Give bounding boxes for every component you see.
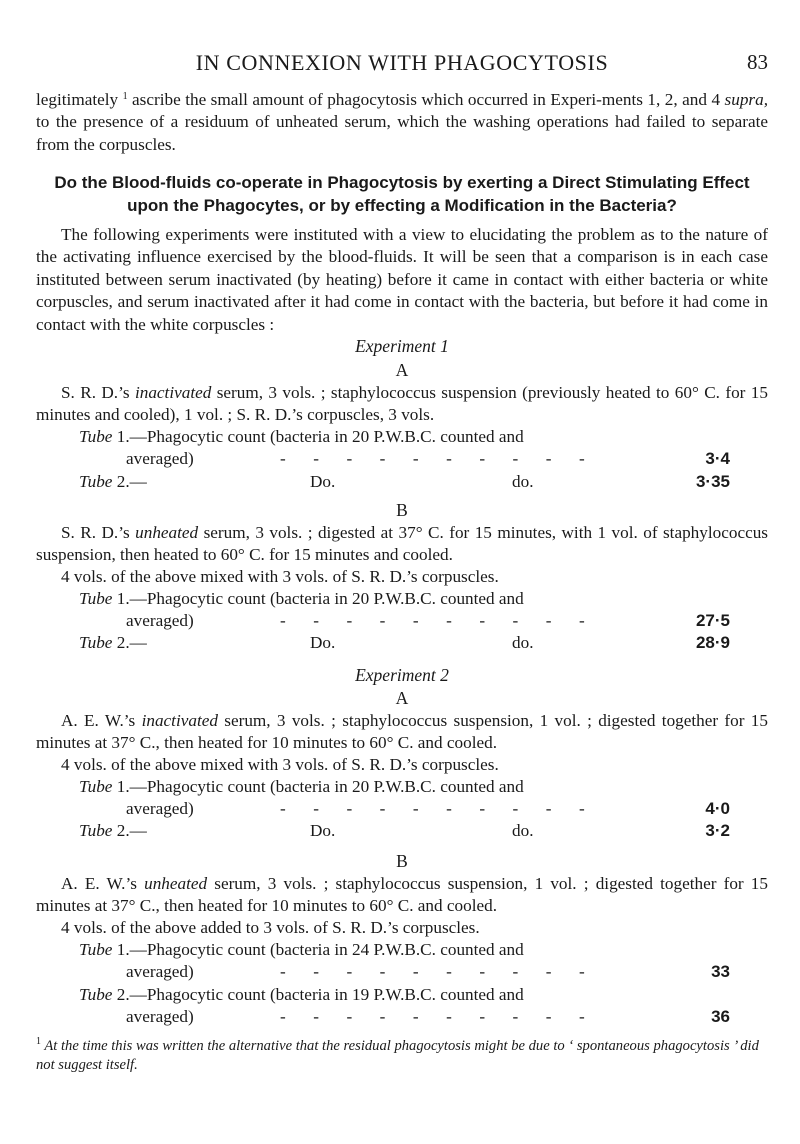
page-number: 83 [747, 50, 768, 74]
experiment-1-b-tube-2: Tube 2.— [79, 633, 147, 652]
experiment-1-b-description: S. R. D.’s unheated serum, 3 vols. ; digested at 37° C. for 15 minutes, with 1 vol. of staphylococcus suspension, then heated to 60° C. for 15 minutes and cooled. [36, 523, 768, 565]
experiment-1-title: Experiment 1 [355, 336, 449, 356]
leader-dots: - - - - - - - - - - [280, 1007, 597, 1026]
experiment-2-part-b-label: B [396, 851, 408, 871]
running-header [36, 50, 768, 78]
experiment-2-b-tube-2-value: 36 [711, 1007, 730, 1026]
footnote: $^1$ At the time this was written the alternative that the residual phagocytosis might be due to ‘ spontaneous phagocytosis ’ did not suggest itself. [36, 1036, 759, 1073]
experiment-2-part-a-label: A [395, 688, 409, 708]
experiment-1-b-tube-1-cont: averaged) [126, 611, 194, 630]
experiment-2-a-tube-2: Tube 2.— [79, 821, 147, 840]
experiment-1-b-tube-1-value: 27·5 [695, 611, 730, 630]
experiment-2-b-tube-1-cont: averaged) [126, 962, 194, 981]
ditto-mark: Do. [310, 821, 336, 840]
experiment-1-b-mixture: 4 vols. of the above mixed with 3 vols. of S. R. D.’s corpuscles. [61, 567, 499, 586]
experiment-2-b-mixture: 4 vols. of the above added to 3 vols. of S. R. D.’s corpuscles. [61, 918, 480, 937]
experiment-1-a-tube-2: Tube 2.— [79, 472, 147, 491]
experiment-1-a-tube-1-value: 3·4 [705, 449, 730, 468]
experiment-2-a-description: A. E. W.’s inactivated serum, 3 vols. ; staphylococcus suspension, 1 vol. ; digested together for 15 minutes at 37° C., then heated for 10 minutes to 60° C. and cooled. [36, 711, 768, 753]
experiment-2-b-tube-1-value: 33 [711, 962, 730, 981]
experiment-2-a-tube-1: Tube 1.—Phagocytic count (bacteria in 20 P.W.B.C. counted and [79, 777, 524, 796]
experiment-2-title: Experiment 2 [355, 665, 449, 685]
leader-dots: - - - - - - - - - - [280, 799, 597, 818]
section-heading: Do the Blood-fluids co-operate in Phagocytosis by exerting a Direct Stimulating Effect upon the Phagocytes, or by effecting a Modification in the Bacteria? [54, 173, 750, 215]
ditto-mark: Do. [310, 472, 336, 491]
leader-dots: - - - - - - - - - - [280, 611, 597, 630]
experiment-2-a-mixture: 4 vols. of the above mixed with 3 vols. of S. R. D.’s corpuscles. [61, 755, 499, 774]
experiment-1-part-a-label: A [395, 360, 409, 380]
ditto-mark: do. [512, 472, 534, 491]
experiment-2-b-tube-2-cont: averaged) [126, 1007, 194, 1026]
experiment-2-a-tube-2-value: 3·2 [705, 821, 730, 840]
experiment-2-b-tube-1: Tube 1.—Phagocytic count (bacteria in 24 P.W.B.C. counted and [79, 940, 524, 959]
experiment-2-a-tube-1-value: 4·0 [705, 799, 730, 818]
experiment-1-a-tube-1-cont: averaged) [126, 449, 194, 468]
running-title: IN CONNEXION WITH PHAGOCYTOSIS [195, 50, 609, 75]
experiment-1-b-tube-1: Tube 1.—Phagocytic count (bacteria in 20 P.W.B.C. counted and [79, 589, 524, 608]
experiment-1-a-tube-1: Tube 1.—Phagocytic count (bacteria in 20 P.W.B.C. counted and [79, 427, 524, 446]
ditto-mark: do. [512, 821, 534, 840]
experiment-1-a-tube-2-value: 3·35 [695, 472, 730, 491]
experiment-1-a-description: S. R. D.’s inactivated serum, 3 vols. ; staphylococcus suspension (previously heated to 60° C. for 15 minutes and cooled), 1 vol. ; S. R. D.’s corpuscles, 3 vols. [36, 383, 768, 425]
leader-dots: - - - - - - - - - - [280, 449, 597, 468]
footnote-mark: 1 [36, 1036, 41, 1047]
ditto-mark: do. [512, 633, 534, 652]
ditto-mark: Do. [310, 633, 336, 652]
experiment-1-b-tube-2-value: 28·9 [695, 633, 730, 652]
experiment-2-a-tube-1-cont: averaged) [126, 799, 194, 818]
experiment-2-b-description: A. E. W.’s unheated serum, 3 vols. ; staphylococcus suspension, 1 vol. ; digested together for 15 minutes at 37° C., then heated for 10 minutes to 60° C. and cooled. [36, 874, 768, 916]
experiment-1-part-b-label: B [396, 500, 408, 520]
footnote-reference: 1 [122, 91, 128, 102]
section-intro-paragraph: The following experiments were instituted with a view to elucidating the problem as to the nature of the activating influence exercised by the blood-fluids. It will be seen that a comparison is in each case instituted between serum inactivated (by heating) before it came in contact with either bacteria or white corpuscles, and serum inactivated after it had come in contact with the bacteria, but before it had come in contact with the white corpuscles : [36, 225, 768, 334]
leader-dots: - - - - - - - - - - [280, 962, 597, 981]
experiment-2-b-tube-2: Tube 2.—Phagocytic count (bacteria in 19 P.W.B.C. counted and [79, 985, 524, 1004]
intro-paragraph: legitimately $^1$ ascribe the small amount of phagocytosis which occurred in Experi-ments 1, 2, and 4 supra, to the presence of a residuum of unheated serum, which the washing operations had failed to separate from the corpuscles. [36, 90, 768, 154]
